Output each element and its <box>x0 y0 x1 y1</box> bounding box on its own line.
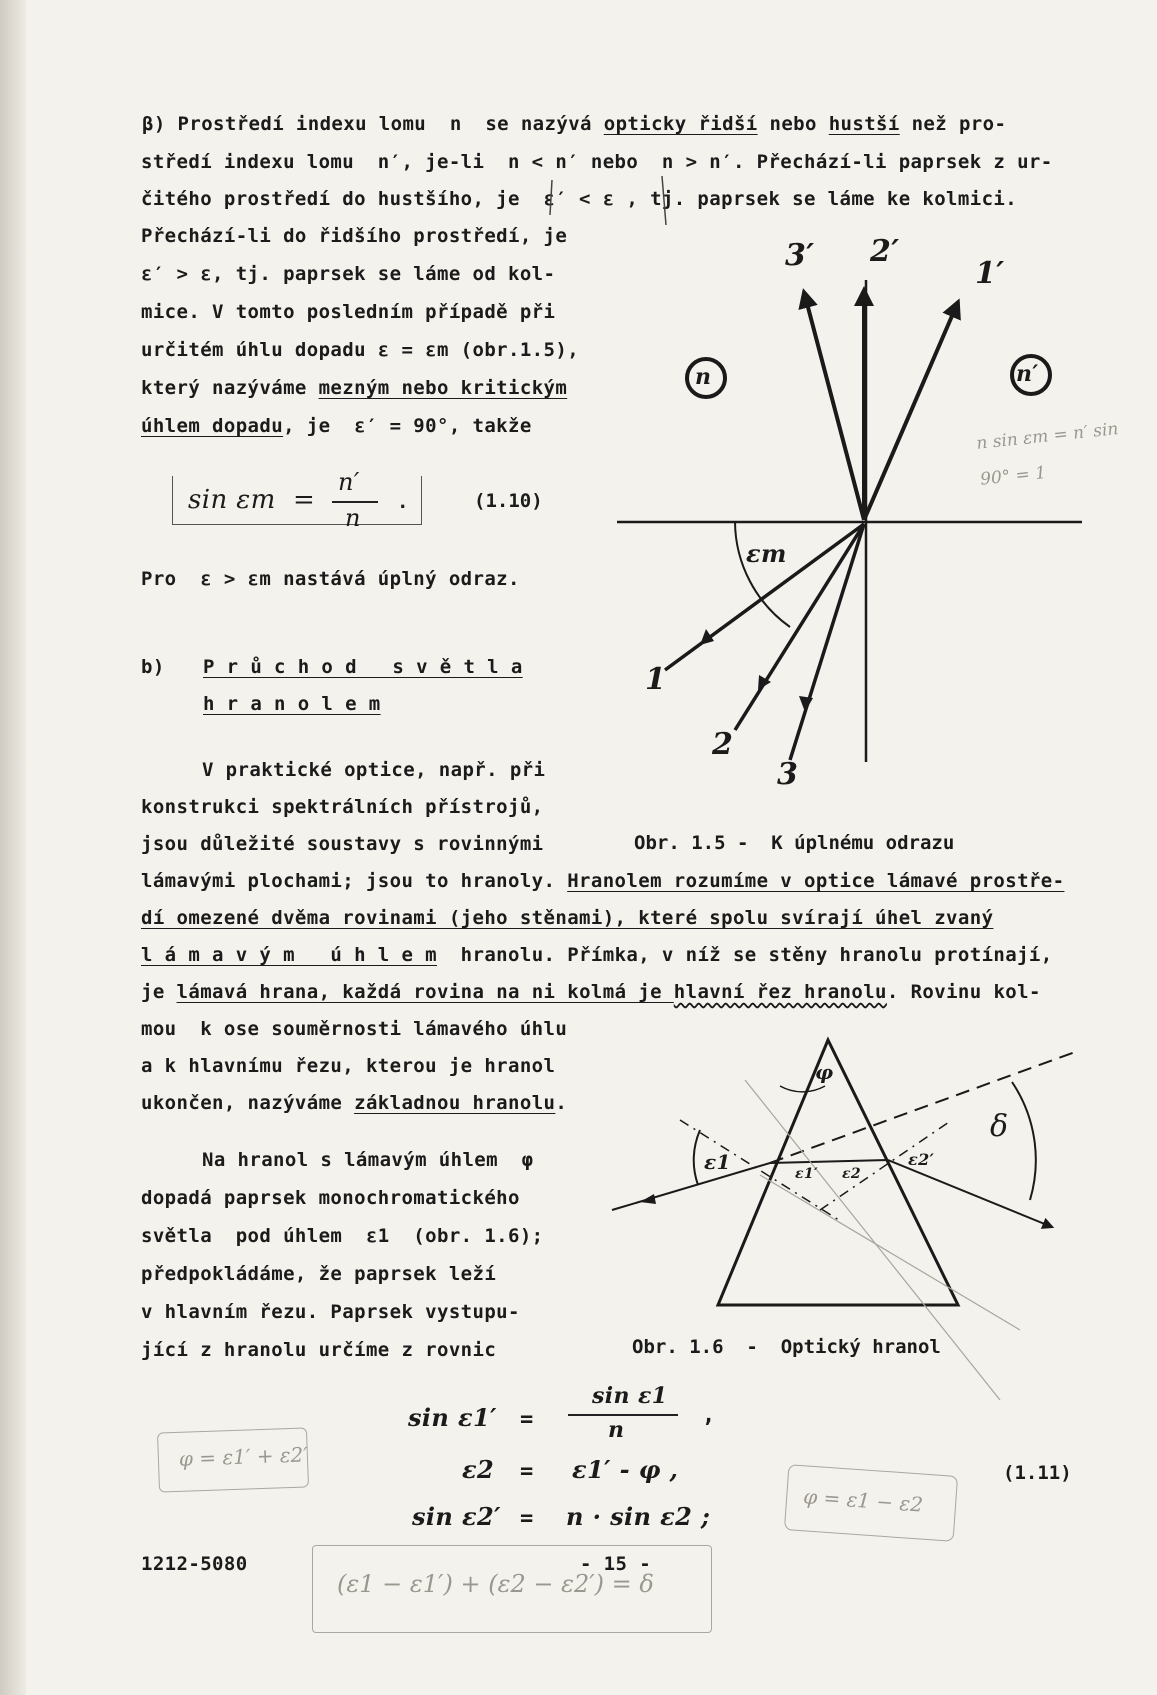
equation-number: (1.10) <box>474 490 543 512</box>
equation-dot: . <box>397 491 409 513</box>
text-segment: ukončen, nazýváme <box>141 1092 355 1114</box>
text-segment: než pro- <box>899 113 1007 135</box>
text-line: dí omezené dvěma rovinami (jeho stěnami), které spolu svírají úhel zvaný <box>141 907 994 929</box>
equation-denominator: n <box>345 504 361 532</box>
underlined-term: mezným nebo kritickým <box>318 377 568 399</box>
medium-n-label: n <box>695 364 712 390</box>
equation-equals: = <box>520 1506 534 1531</box>
text-line: středí indexu lomu n′, je-li n < n′ nebo n > n′. Přechází-li paprsek z ur- <box>141 151 1053 173</box>
text-line: ε′ > ε, tj. paprsek se láme od kol- <box>141 263 556 285</box>
ray-label: 2′ <box>870 234 900 269</box>
ray-label: 3 <box>777 757 799 792</box>
ray-inside-prism <box>770 1160 888 1163</box>
text-line: Přechází-li do řidšího prostředí, je <box>141 225 568 247</box>
text-segment: nebo <box>757 113 829 135</box>
eps1-label: ε1 <box>704 1150 731 1174</box>
fraction-bar <box>568 1414 678 1416</box>
underlined-term: hlavní řez hranolu <box>673 981 887 1003</box>
prism-outline <box>718 1040 958 1305</box>
figure-caption: Obr. 1.6 - Optický hranol <box>632 1336 941 1358</box>
equation-lhs: ε2 <box>462 1455 495 1484</box>
text-line: mou k ose souměrnosti lámavého úhlu <box>141 1018 568 1040</box>
eps2-label: ε2 <box>842 1166 862 1182</box>
text-line: dopadá paprsek monochromatického <box>141 1187 520 1209</box>
equation-denominator: n <box>608 1417 625 1443</box>
delta-arc <box>1012 1082 1036 1200</box>
equation-rhs: n · sin ε2 ; <box>566 1502 711 1531</box>
pencil-note: φ = ε1′ + ε2′ <box>157 1427 309 1492</box>
text-line: světla pod úhlem ε1 (obr. 1.6); <box>141 1225 544 1247</box>
text-segment: hranolu. Přímka, v níž se stěny hranolu protínají, <box>436 944 1053 966</box>
document-code: 1212-5080 <box>141 1553 248 1575</box>
equation-equals: = <box>520 1459 534 1484</box>
equation-comma: , <box>702 1403 716 1428</box>
delta-label: δ <box>990 1109 1009 1144</box>
equation-lhs: sin ε1′ <box>408 1403 497 1432</box>
section-title: h r a n o l e m <box>203 693 381 715</box>
equation-numerator: sin ε1 <box>592 1383 668 1409</box>
text-line: mice. V tomto posledním případě při <box>141 301 556 323</box>
section-title: P r ů c h o d s v ě t l a <box>203 656 523 678</box>
equation-equals: = <box>520 1407 534 1432</box>
text-segment: lámavými plochami; jsou to hranoly. <box>141 870 568 892</box>
equation-number: (1.11) <box>1003 1462 1072 1484</box>
ray-label: 2 <box>712 727 734 762</box>
text-segment: který nazýváme <box>141 377 319 399</box>
text-line: jsou důležité soustavy s rovinnými <box>141 833 544 855</box>
text-line: určitém úhlu dopadu ε = εm (obr.1.5), <box>141 339 580 361</box>
page-number: - 15 - <box>580 1553 652 1575</box>
text-line: čitého prostředí do hustšího, je ε′ < ε , tj. paprsek se láme ke kolmici. <box>141 188 1018 210</box>
figure-caption: Obr. 1.5 - K úplnému odrazu <box>634 832 955 854</box>
underlined-term: , každá rovina na ni kolmá je <box>318 981 674 1003</box>
equation-rhs: ε1′ - φ , <box>572 1455 679 1484</box>
equation-lhs: sin ε2′ <box>412 1502 501 1531</box>
underlined-term: hustší <box>828 113 900 135</box>
phi-label: φ <box>815 1060 834 1084</box>
underlined-term: Hranolem rozumíme v optice lámavé prostře- <box>567 870 1065 892</box>
text-line: a k hlavnímu řezu, kterou je hranol <box>141 1055 556 1077</box>
text-segment: β) Prostředí indexu lomu n se nazývá <box>142 113 604 135</box>
medium-n-prime-label: n′ <box>1016 361 1039 387</box>
underlined-term: l á m a v ý m ú h l e m <box>141 944 437 966</box>
eps1-prime-label: ε1′ <box>795 1166 819 1182</box>
equation-lhs: sin εm = <box>188 485 316 515</box>
text-segment: je <box>141 981 177 1003</box>
ray-arrowhead <box>640 1194 656 1204</box>
phi-arc <box>780 1086 825 1092</box>
eps2-prime-label: ε2′ <box>908 1150 935 1169</box>
eps1-arc <box>694 1130 700 1185</box>
ray-incoming <box>612 1163 770 1210</box>
text-line: Na hranol s lámavým úhlem φ <box>202 1149 534 1171</box>
section-label: b) <box>141 656 165 678</box>
text-line: v hlavním řezu. Paprsek vystupu- <box>141 1301 520 1323</box>
underlined-term: úhlem dopadu <box>141 415 284 437</box>
text-line: konstrukci spektrálních přístrojů, <box>141 796 544 818</box>
pencil-note: (ε1 − ε1′) + (ε2 − ε2′) = δ <box>312 1545 712 1633</box>
pencil-note: n sin εm = n′ sin 90° = 1 <box>975 419 1120 490</box>
ray-label: 1′ <box>975 256 1005 291</box>
angle-label: εm <box>746 539 787 568</box>
ray-label: 3′ <box>785 238 815 273</box>
text-segment: . <box>555 1092 568 1114</box>
underlined-term: lámavá hrana <box>176 981 319 1003</box>
underlined-term: základnou hranolu <box>354 1092 556 1114</box>
equation-numerator: n′ <box>338 468 360 496</box>
underlined-term: opticky řidší <box>603 113 758 135</box>
text-segment: , je ε′ = 90°, takže <box>283 415 532 437</box>
pencil-note: φ = ε1 − ε2 <box>784 1464 958 1542</box>
text-segment: . Rovinu kol- <box>886 981 1041 1003</box>
text-line: jící z hranolu určíme z rovnic <box>141 1339 497 1361</box>
text-line: Pro ε > εm nastává úplný odraz. <box>141 568 520 590</box>
ray-label: 1 <box>645 662 667 697</box>
text-line: V praktické optice, např. při <box>202 759 546 781</box>
text-line: předpokládáme, že paprsek leží <box>141 1263 497 1285</box>
